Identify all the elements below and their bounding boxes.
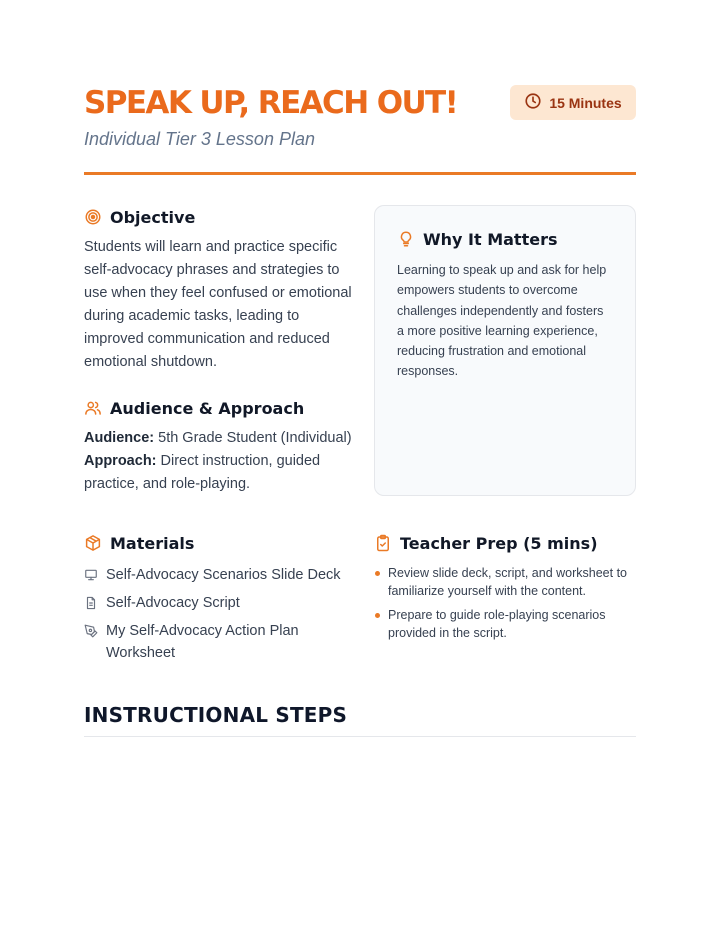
lightbulb-icon [397, 230, 415, 248]
clipboard-check-icon [374, 534, 392, 552]
objective-heading: Objective [84, 206, 354, 228]
header [84, 84, 636, 176]
document-icon [84, 592, 100, 614]
page-title: SPEAK UP, REACH OUT! [84, 85, 458, 121]
page-subtitle: Individual Tier 3 Lesson Plan [84, 129, 315, 149]
list-item: My Self-Advocacy Action Plan Worksheet [84, 620, 354, 664]
header-divider [84, 172, 636, 175]
steps-divider [84, 736, 636, 737]
why-heading: Why It Matters [397, 228, 613, 250]
materials-section [84, 532, 354, 670]
audience-heading: Audience & Approach [84, 397, 354, 419]
list-item: Prepare to guide role-playing scenarios provided in the script. [374, 606, 636, 642]
presentation-icon [84, 564, 100, 586]
clock-icon [524, 92, 542, 113]
teacher-prep-section [374, 532, 636, 648]
audience-section [84, 397, 354, 496]
users-icon [84, 399, 102, 417]
steps-heading: INSTRUCTIONAL STEPS [84, 703, 348, 727]
target-icon [84, 208, 102, 226]
package-icon [84, 534, 102, 552]
objective-section [84, 206, 354, 374]
list-item: Self-Advocacy Script [84, 592, 354, 614]
objective-text: Students will learn and practice specific self-advocacy phrases and strategies to use when they feel confused or emotional during academic tasks, leading to improved communication and reduced emotional shutdown. [84, 239, 352, 370]
approach-line: Approach: Direct instruction, guided practice, and role-playing. [84, 453, 321, 492]
list-item: Self-Advocacy Scenarios Slide Deck [84, 564, 354, 586]
pen-tool-icon [84, 620, 100, 642]
lesson-plan-page [84, 0, 636, 932]
instructional-steps-section [84, 702, 636, 737]
materials-heading: Materials [84, 532, 354, 554]
why-it-matters-card [374, 205, 636, 496]
duration-badge [510, 85, 636, 120]
duration-label: 15 Minutes [549, 94, 622, 111]
materials-list [84, 564, 354, 664]
audience-line: Audience: 5th Grade Student (Individual) [84, 430, 352, 446]
list-item: Review slide deck, script, and worksheet to familiarize yourself with the content. [374, 564, 636, 600]
prep-heading: Teacher Prep (5 mins) [374, 532, 636, 554]
prep-list [374, 564, 636, 642]
why-text: Learning to speak up and ask for help empowers students to overcome challenges independently and fosters a more positive learning experience, reducing frustration and emotional responses. [397, 263, 607, 379]
